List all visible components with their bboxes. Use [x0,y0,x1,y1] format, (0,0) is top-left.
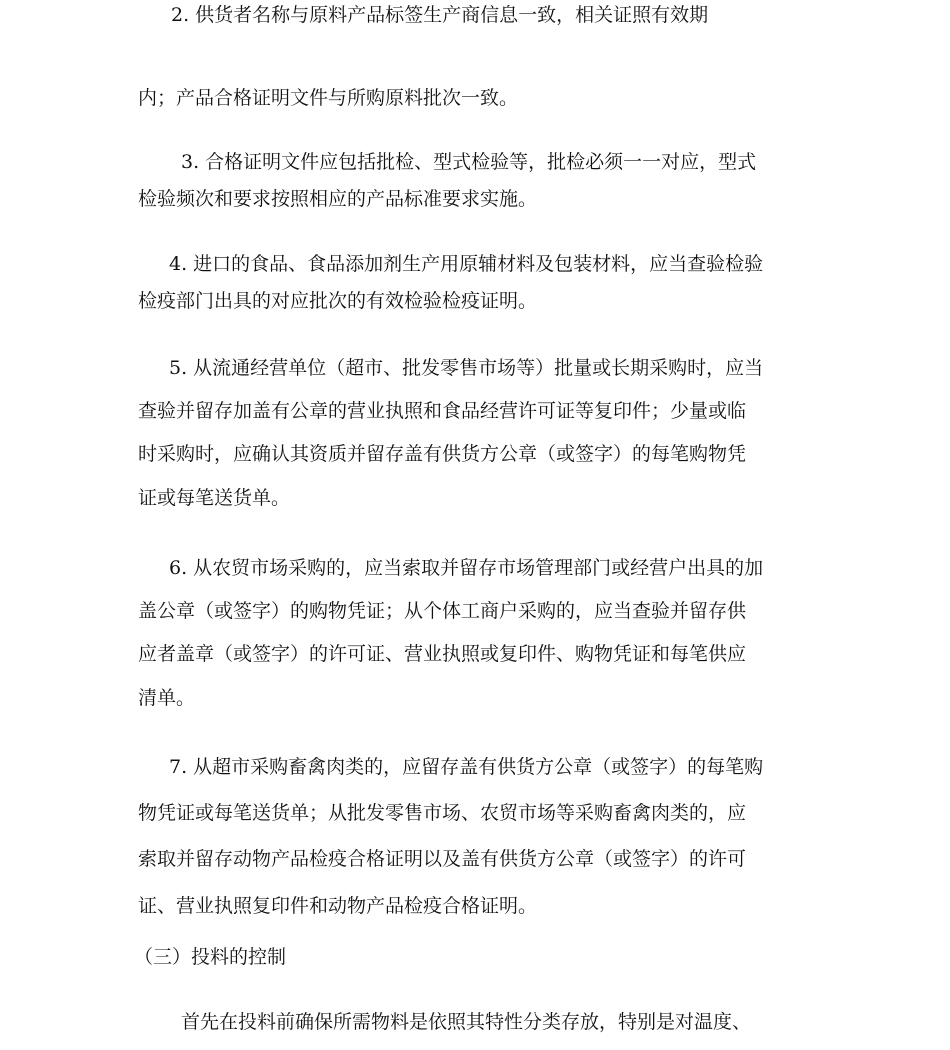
section-heading: （三）投料的控制 [134,946,287,968]
item-7-line-4: 证、营业执照复印件和动物产品检疫合格证明。 [138,895,538,917]
item-5-line-1: 5. 从流通经营单位（超市、批发零售市场等）批量或长期采购时，应当 [169,357,764,379]
item-6-line-1: 6. 从农贸市场采购的，应当索取并留存市场管理部门或经营户出具的加 [169,557,764,579]
item-6-line-2: 盖公章（或签字）的购物凭证；从个体工商户采购的，应当查验并留存供 [138,600,747,622]
item-7-line-3: 索取并留存动物产品检疫合格证明以及盖有供货方公章（或签字）的许可 [138,848,747,870]
item-3-line-2: 检验频次和要求按照相应的产品标准要求实施。 [138,188,538,210]
item-6-line-4: 清单。 [138,687,196,709]
item-3-line-1: 3. 合格证明文件应包括批检、型式检验等，批检必须一一对应，型式 [181,151,757,173]
item-5-line-3: 时采购时，应确认其资质并留存盖有供货方公章（或签字）的每笔购物凭 [138,443,747,465]
item-2-line-1: 2. 供货者名称与原料产品标签生产商信息一致，相关证照有效期 [171,4,709,26]
item-2-line-2: 内；产品合格证明文件与所购原料批次一致。 [138,87,519,109]
item-4-line-1: 4. 进口的食品、食品添加剂生产用原辅材料及包装材料，应当查验检验 [169,253,764,275]
item-5-line-2: 查验并留存加盖有公章的营业执照和食品经营许可证等复印件；少量或临 [138,400,747,422]
item-6-line-3: 应者盖章（或签字）的许可证、营业执照或复印件、购物凭证和每笔供应 [138,643,747,665]
item-7-line-1: 7. 从超市采购畜禽肉类的，应留存盖有供货方公章（或签字）的每笔购 [169,756,764,778]
item-5-line-4: 证或每笔送货单。 [138,487,291,509]
paragraph-line-1: 首先在投料前确保所需物料是依照其特性分类存放，特别是对温度、 [181,1011,752,1033]
item-7-line-2: 物凭证或每笔送货单；从批发零售市场、农贸市场等采购畜禽肉类的，应 [138,802,747,824]
item-4-line-2: 检疫部门出具的对应批次的有效检验检疫证明。 [138,290,538,312]
